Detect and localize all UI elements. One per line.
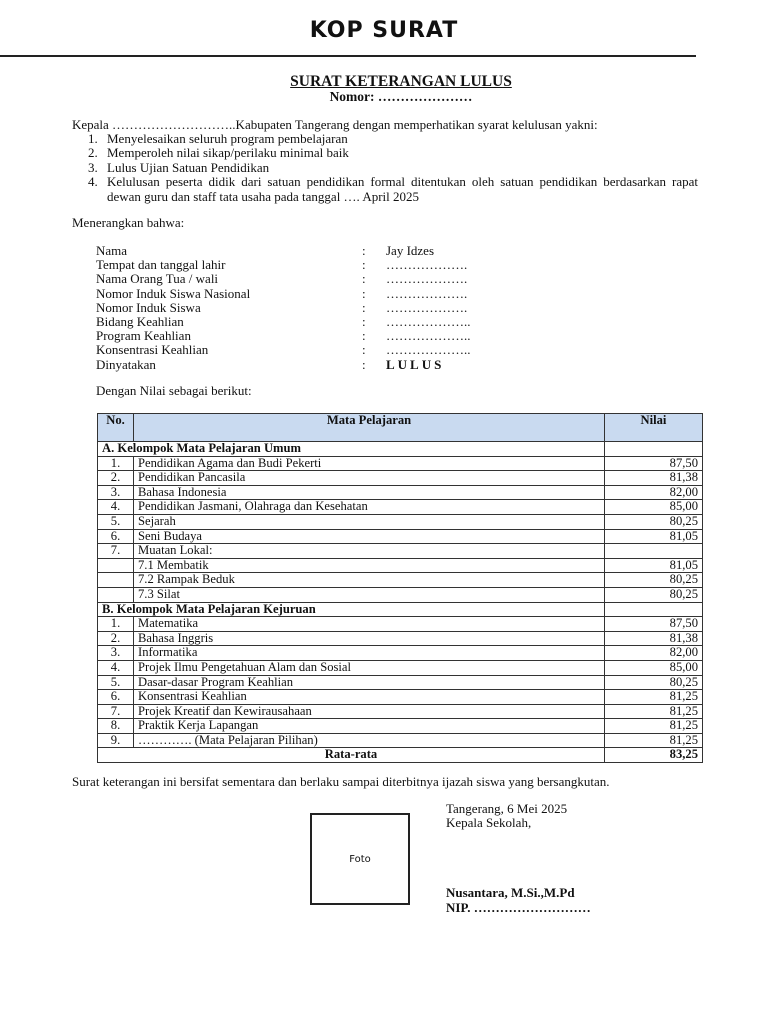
table-row (98, 485, 703, 500)
row-no: 5. (98, 514, 134, 529)
row-score: 87,50 (605, 456, 703, 471)
row-no: 7. (98, 704, 134, 719)
info-label: Konsentrasi Keahlian (96, 342, 209, 358)
row-score: 81,25 (605, 690, 703, 705)
table-row (98, 733, 703, 748)
table-row (98, 558, 703, 573)
row-subject: Muatan Lokal: (134, 544, 605, 559)
student-info (96, 244, 696, 372)
info-row-status (96, 358, 696, 372)
table-row (98, 514, 703, 529)
info-row-birth (96, 258, 696, 272)
signature-block (446, 802, 567, 831)
info-value: ……………….. (386, 328, 471, 344)
requirement-text: Memperoleh nilai sikap/perilaku minimal baik (107, 145, 349, 161)
average-score: 83,25 (605, 748, 703, 763)
row-no: 4. (98, 660, 134, 675)
signature-place-date: Tangerang, 6 Mei 2025 (446, 801, 568, 816)
table-row (98, 690, 703, 705)
signer-name: Nusantara, M.Si.,M.Pd (446, 885, 575, 900)
letterhead-title: KOP SURAT (309, 18, 459, 43)
row-score: 82,00 (605, 646, 703, 661)
row-no: 3. (98, 485, 134, 500)
row-no: 3. (98, 646, 134, 661)
row-subject: Konsentrasi Keahlian (134, 690, 605, 705)
requirement-item (88, 132, 698, 146)
average-row (98, 748, 703, 763)
row-score: 81,25 (605, 719, 703, 734)
info-row-parent (96, 272, 696, 286)
info-value: Jay Idzes (386, 243, 435, 258)
info-label: Nomor Induk Siswa (96, 299, 201, 315)
table-row (98, 719, 703, 734)
row-subject: Praktik Kerja Lapangan (134, 719, 605, 734)
requirement-number: 1. (88, 131, 98, 146)
letterhead-divider (0, 55, 696, 57)
info-colon: : (362, 356, 366, 372)
row-no: 1. (98, 456, 134, 471)
row-score: 80,25 (605, 514, 703, 529)
info-colon: : (362, 285, 366, 301)
table-header-row (98, 414, 703, 442)
table-row (98, 544, 703, 559)
row-no: 6. (98, 529, 134, 544)
row-score: 85,00 (605, 660, 703, 675)
info-value: ………………. (386, 257, 468, 273)
row-subject: Projek Ilmu Pengetahuan Alam dan Sosial (134, 660, 605, 675)
info-row-concentration (96, 343, 696, 357)
info-row-nis (96, 301, 696, 315)
info-colon: : (362, 313, 366, 329)
info-row-name (96, 244, 696, 258)
row-no (98, 587, 134, 602)
row-no: 1. (98, 617, 134, 632)
table-row (98, 529, 703, 544)
info-label: Tempat dan tanggal lahir (96, 257, 226, 273)
row-no: 2. (98, 471, 134, 486)
row-subject: Bahasa Indonesia (134, 485, 605, 500)
table-row (98, 675, 703, 690)
row-score: 80,25 (605, 675, 703, 690)
requirement-text: Lulus Ujian Satuan Pendidikan (107, 159, 270, 175)
row-subject: 7.2 Rampak Beduk (134, 573, 605, 588)
info-label: Dinyatakan (96, 356, 156, 372)
info-value: ………………. (386, 299, 468, 315)
closing-statement: Surat keterangan ini bersifat sementara dan berlaku sampai diterbitnya ijazah siswa yang bersangkutan. (72, 774, 610, 789)
row-no: 4. (98, 500, 134, 515)
row-subject: Pendidikan Jasmani, Olahraga dan Kesehatan (134, 500, 605, 515)
info-colon: : (362, 299, 366, 315)
row-score: 82,00 (605, 485, 703, 500)
signature-position: Kepala Sekolah, (446, 815, 532, 831)
row-score: 81,25 (605, 733, 703, 748)
group-score-empty (605, 602, 703, 617)
table-row (98, 587, 703, 602)
row-score: 81,05 (605, 529, 703, 544)
table-row (98, 617, 703, 632)
requirements-list (88, 132, 698, 204)
info-colon: : (362, 328, 366, 344)
table-row (98, 704, 703, 719)
requirement-text: Menyelesaikan seluruh program pembelajaran (107, 131, 348, 146)
info-colon: : (362, 257, 366, 273)
requirement-number: 3. (88, 159, 98, 175)
info-label: Bidang Keahlian (96, 313, 184, 329)
signer-nip: NIP. ……………………… (446, 900, 591, 915)
table-row (98, 573, 703, 588)
info-row-nisn (96, 287, 696, 301)
table-row (98, 660, 703, 675)
info-value: ……………….. (386, 313, 471, 329)
graduation-status: LULUS (386, 356, 445, 372)
info-label: Program Keahlian (96, 328, 191, 344)
info-label: Nomor Induk Siswa Nasional (96, 285, 251, 301)
info-label: Nama Orang Tua / wali (96, 271, 219, 287)
row-subject: 7.1 Membatik (134, 558, 605, 573)
row-score (605, 544, 703, 559)
info-row-program (96, 329, 696, 343)
average-label: Rata-rata (98, 748, 605, 763)
row-score: 81,38 (605, 631, 703, 646)
row-score: 80,25 (605, 587, 703, 602)
intro-paragraph: Kepala ………………………..Kabupaten Tangerang dengan memperhatikan syarat kelulusan yakni: (72, 117, 598, 132)
group-label: B. Kelompok Mata Pelajaran Kejuruan (98, 602, 605, 617)
info-label: Nama (96, 243, 128, 258)
row-no: 5. (98, 675, 134, 690)
row-subject: 7.3 Silat (134, 587, 605, 602)
info-value: ………………. (386, 271, 468, 287)
table-row (98, 500, 703, 515)
header-score: Nilai (605, 414, 703, 442)
group-row-a (98, 442, 703, 457)
group-row-b (98, 602, 703, 617)
row-no: 8. (98, 719, 134, 734)
row-score: 80,25 (605, 573, 703, 588)
document-title: SURAT KETERANGAN LULUS (290, 73, 512, 90)
row-no: 6. (98, 690, 134, 705)
row-score: 81,38 (605, 471, 703, 486)
table-row (98, 456, 703, 471)
header-no: No. (98, 414, 134, 442)
info-value: ……………….. (386, 342, 471, 358)
table-row (98, 471, 703, 486)
requirement-item (88, 146, 698, 160)
photo-placeholder (310, 813, 410, 905)
row-no (98, 558, 134, 573)
row-subject: Pendidikan Pancasila (134, 471, 605, 486)
row-score: 81,25 (605, 704, 703, 719)
info-colon: : (362, 243, 366, 258)
requirement-number: 4. (88, 174, 98, 190)
row-score: 87,50 (605, 617, 703, 632)
requirement-item (88, 175, 698, 204)
row-subject: Seni Budaya (134, 529, 605, 544)
document-number: Nomor: ………………… (329, 89, 473, 104)
group-label: A. Kelompok Mata Pelajaran Umum (98, 442, 605, 457)
info-row-field (96, 315, 696, 329)
row-subject: Matematika (134, 617, 605, 632)
header-subject: Mata Pelajaran (134, 414, 605, 442)
table-row (98, 631, 703, 646)
row-subject: Informatika (134, 646, 605, 661)
row-score: 85,00 (605, 500, 703, 515)
requirement-number: 2. (88, 145, 98, 161)
row-score: 81,05 (605, 558, 703, 573)
requirement-item (88, 161, 698, 175)
info-value: ………………. (386, 285, 468, 301)
row-subject: Dasar-dasar Program Keahlian (134, 675, 605, 690)
group-score-empty (605, 442, 703, 457)
row-subject: …………. (Mata Pelajaran Pilihan) (134, 733, 605, 748)
row-subject: Projek Kreatif dan Kewirausahaan (134, 704, 605, 719)
row-subject: Pendidikan Agama dan Budi Pekerti (134, 456, 605, 471)
row-no (98, 573, 134, 588)
row-no: 7. (98, 544, 134, 559)
grades-intro: Dengan Nilai sebagai berikut: (96, 383, 252, 398)
row-subject: Sejarah (134, 514, 605, 529)
grades-table (97, 413, 703, 763)
requirement-text: Kelulusan peserta didik dari satuan pendidikan formal ditentukan oleh satuan pendidikan berdasarkan rapat dewan guru dan staff tata usaha pada tanggal …. April 2025 (107, 174, 698, 204)
table-row (98, 646, 703, 661)
row-subject: Bahasa Inggris (134, 631, 605, 646)
row-no: 2. (98, 631, 134, 646)
photo-label: Foto (349, 853, 371, 865)
row-no: 9. (98, 733, 134, 748)
statement-intro: Menerangkan bahwa: (72, 215, 185, 230)
info-colon: : (362, 342, 366, 358)
info-colon: : (362, 271, 366, 287)
